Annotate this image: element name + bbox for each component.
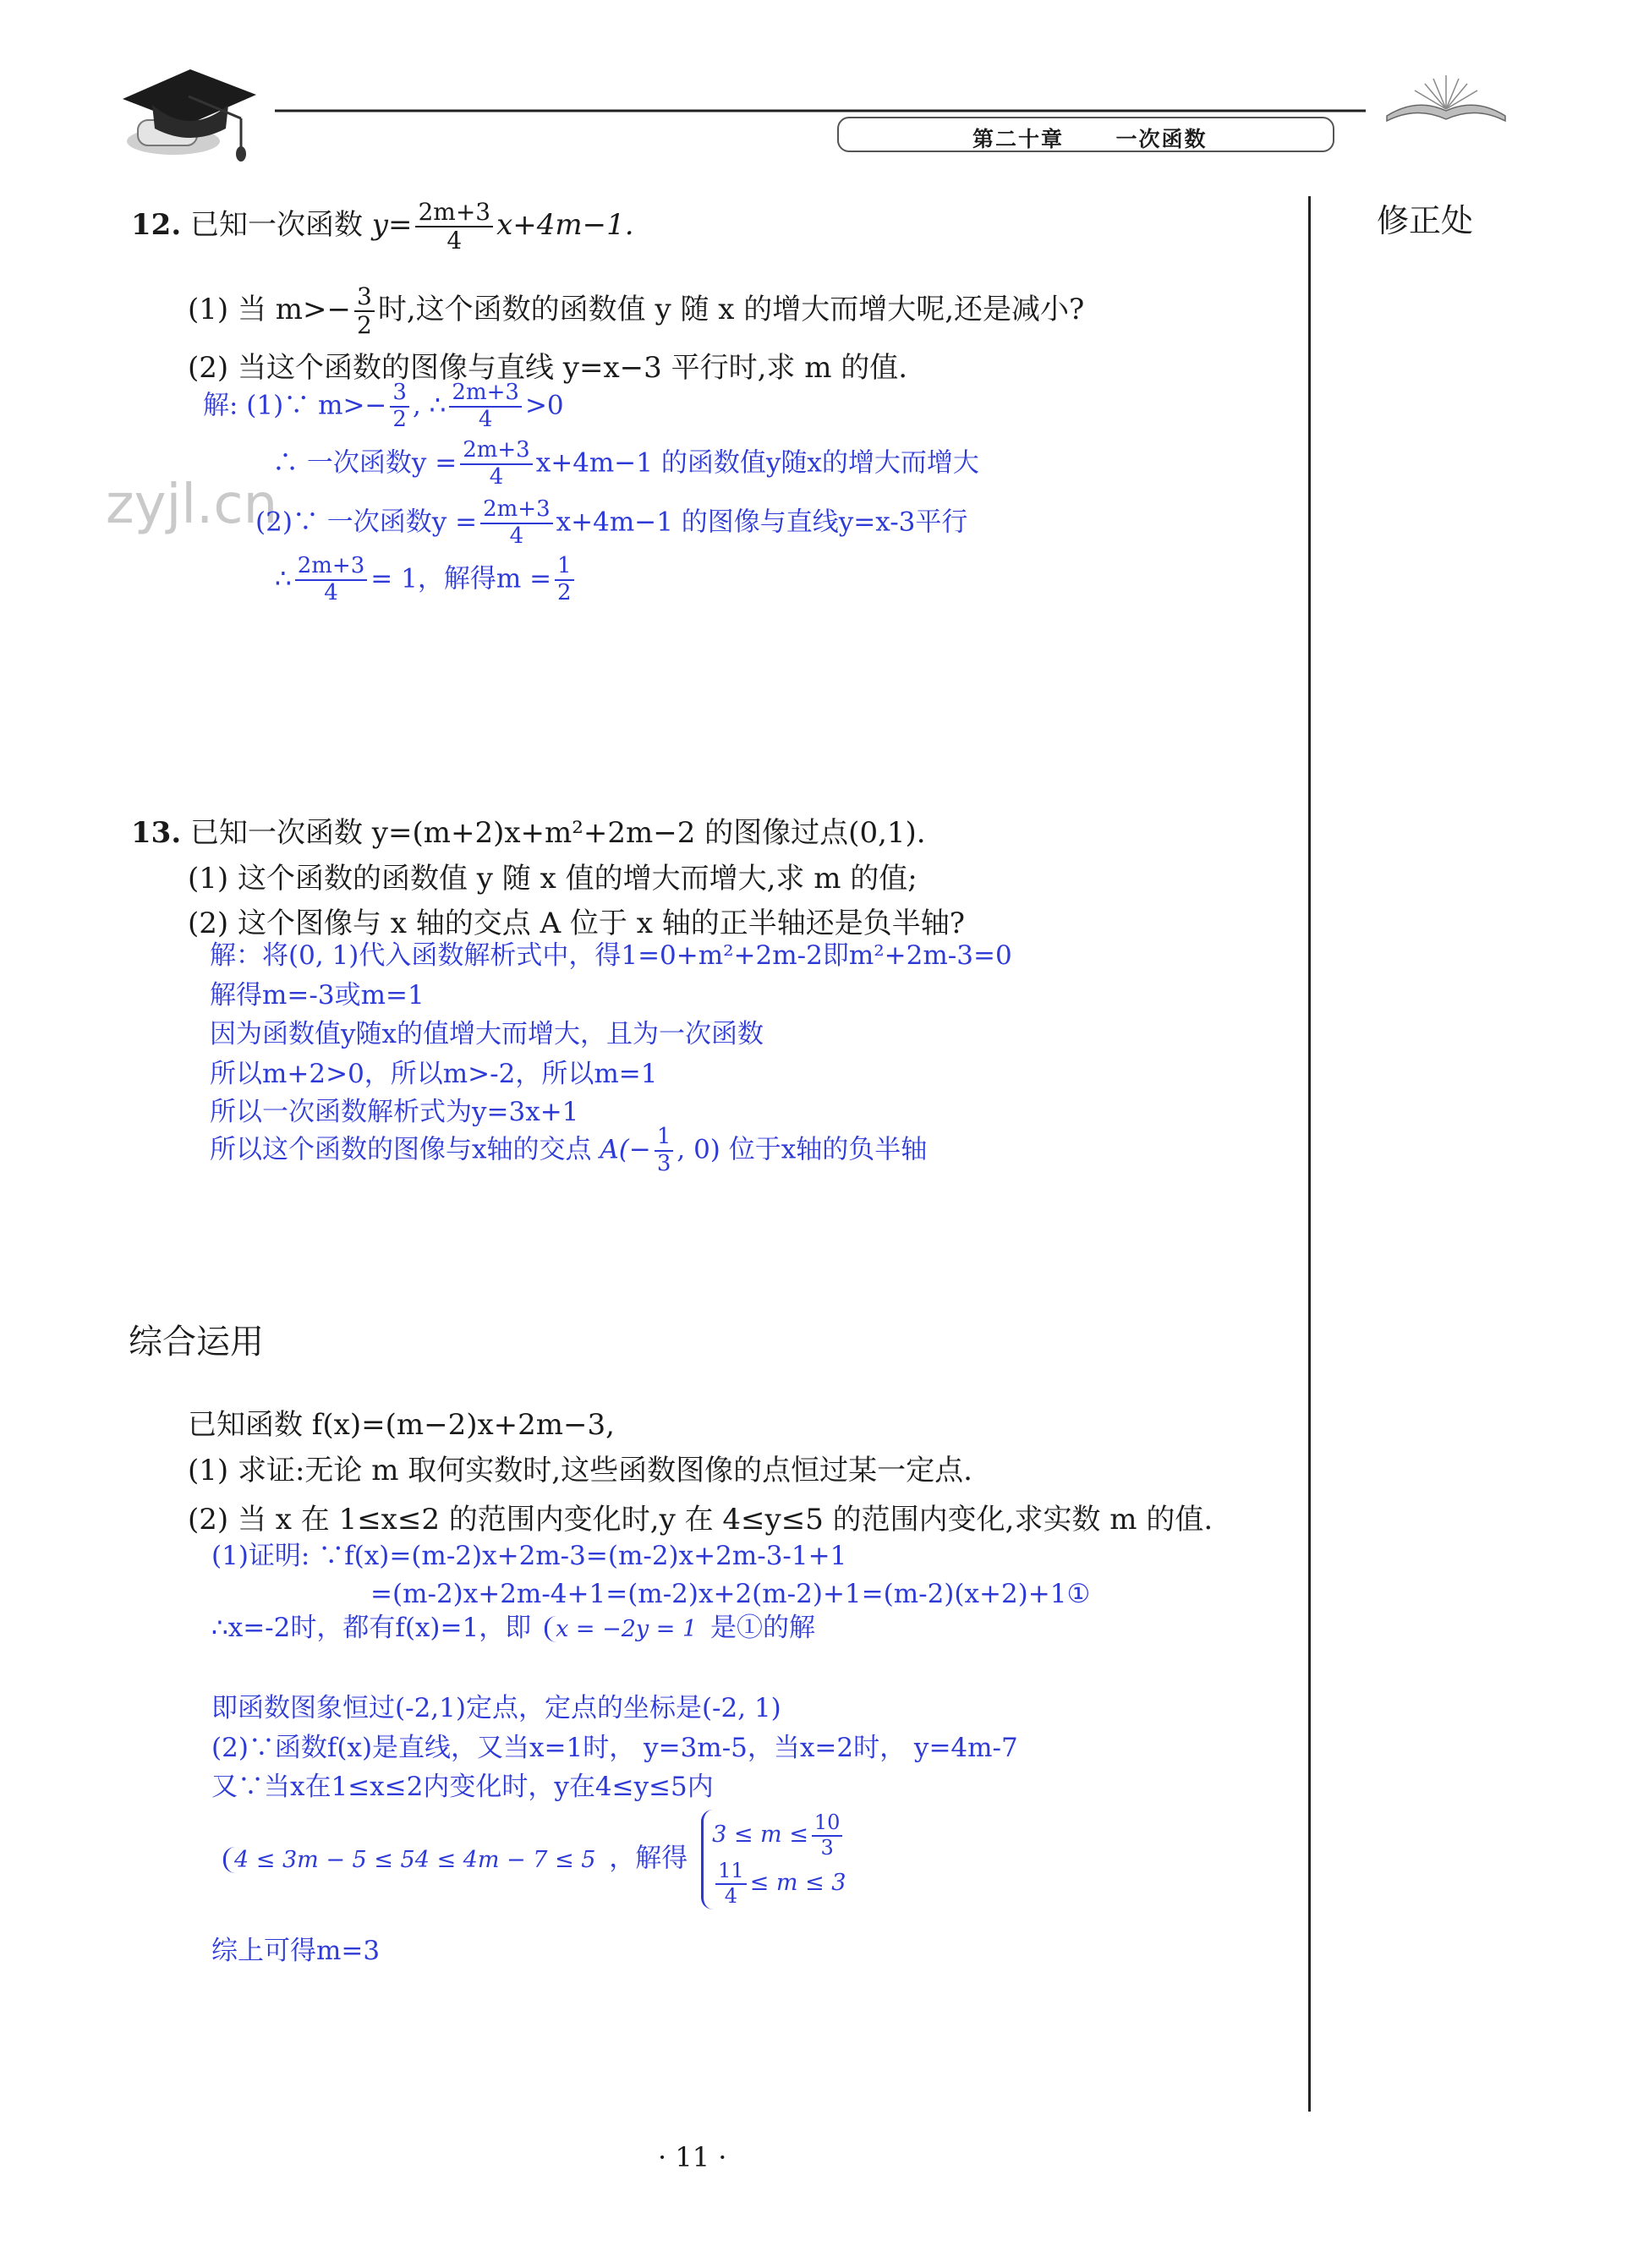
open-book-icon bbox=[1383, 72, 1509, 127]
q12-part2: (2) 当这个函数的图像与直线 y=x−3 平行时,求 m 的值. bbox=[188, 351, 908, 385]
chapter-title: 一次函数 bbox=[1115, 127, 1208, 151]
comp-solution-line7: 4 ≤ 3m − 5 ≤ 54 ≤ 4m − 7 ≤ 5 ，解得 3 ≤ m ≤ $\frac{10}{3}$ $\frac{11}{4}$ ≤ m ≤ 3 bbox=[218, 1810, 851, 1909]
q12-solution-line3: (2)∵ 一次函数y = $\frac{2m+3}{4}$ x+4m−1 的图像与直线y=x-3平行 bbox=[255, 496, 968, 549]
section-heading: 综合运用 bbox=[129, 1323, 264, 1361]
comp-part1: (1) 求证:无论 m 取何实数时,这些函数图像的点恒过某一定点. bbox=[188, 1454, 972, 1487]
header-rule bbox=[275, 108, 1366, 115]
q13-part2: (2) 这个图像与 x 轴的交点 A 位于 x 轴的正半轴还是负半轴? bbox=[188, 907, 965, 940]
page-number: · 11 · bbox=[658, 2141, 727, 2173]
q12-stem: 12. 已知一次函数 y= $\frac{2m+3}{4}$ x+4m−1. bbox=[131, 198, 634, 255]
chapter-label bbox=[972, 123, 1207, 153]
q13-part1: (1) 这个函数的函数值 y 随 x 值的增大而增大,求 m 的值; bbox=[188, 862, 918, 896]
comp-stem: 已知函数 f(x)=(m−2)x+2m−3, bbox=[188, 1408, 615, 1442]
margin-divider bbox=[1308, 196, 1311, 2112]
comp-solution-line6: 又∵当x在1≤x≤2内变化时，y在4≤y≤5内 bbox=[211, 1772, 714, 1802]
comp-solution-line5: (2)∵函数f(x)是直线，又当x=1时， y=3m-5，当x=2时， y=4m-7 bbox=[211, 1733, 1018, 1763]
comp-solution-line8: 综上可得m=3 bbox=[211, 1936, 381, 1966]
comp-solution-line1: (1)证明: ∵f(x)=(m-2)x+2m-3=(m-2)x+2m-3-1+1 bbox=[211, 1541, 847, 1571]
q12-solution-line1: 解: (1)∵ m>− $\frac{3}{2}$ , ∴ $\frac{2m+3}{4}$ >0 bbox=[203, 380, 564, 432]
q13-solution-line6: 所以这个函数的图像与x轴的交点 A(− $\frac{1}{3}$ , 0) 位于x轴的负半轴 bbox=[210, 1124, 928, 1176]
q12-number: 12. bbox=[131, 208, 182, 243]
q13-stem: 13. 已知一次函数 y=(m+2)x+m²+2m−2 的图像过点(0,1). bbox=[131, 816, 926, 850]
q12-part1: (1) 当 m>− $\frac{3}{2}$ 时,这个函数的函数值 y 随 x 的增大而增大呢,还是减小? bbox=[188, 282, 1085, 340]
q12-solution-line2: ∴ 一次函数y = $\frac{2m+3}{4}$ x+4m−1 的函数值y随x的增大而增大 bbox=[272, 437, 979, 490]
q13-solution-line2: 解得m=-3或m=1 bbox=[210, 980, 425, 1011]
q12-solution-line4: ∴ $\frac{2m+3}{4}$ = 1，解得m = $\frac{1}{2}$ bbox=[275, 554, 578, 606]
watermark: zyjl.cn bbox=[106, 474, 278, 536]
comp-part2: (2) 当 x 在 1≤x≤2 的范围内变化时,y 在 4≤y≤5 的范围内变化,求实数 m 的值. bbox=[188, 1503, 1213, 1537]
q13-solution-line4: 所以m+2>0，所以m>-2，所以m=1 bbox=[210, 1059, 658, 1089]
q13-number: 13. bbox=[131, 816, 182, 850]
graduation-cap-icon bbox=[114, 52, 262, 162]
comp-solution-line2: =(m-2)x+2m-4+1=(m-2)x+2(m-2)+1=(m-2)(x+2)+1① bbox=[370, 1579, 1091, 1609]
comp-solution-line4: 即函数图象恒过(-2,1)定点，定点的坐标是(-2, 1) bbox=[211, 1693, 781, 1723]
comp-solution-line3: ∴x=-2时，都有f(x)=1，即 x = −2y = 1 是①的解 bbox=[211, 1613, 816, 1643]
chapter-number: 第二十章 bbox=[972, 127, 1065, 151]
q13-solution-line3: 因为函数值y随x的值增大而增大，且为一次函数 bbox=[210, 1019, 764, 1049]
correction-label: 修正处 bbox=[1377, 202, 1474, 239]
q12-fraction: $\frac{2m+3}{4}$ bbox=[415, 199, 493, 255]
q13-solution-line1: 解：将(0, 1)代入函数解析式中，得1=0+m²+2m-2即m²+2m-3=0 bbox=[210, 940, 1012, 971]
q13-solution-line5: 所以一次函数解析式为y=3x+1 bbox=[210, 1097, 579, 1127]
